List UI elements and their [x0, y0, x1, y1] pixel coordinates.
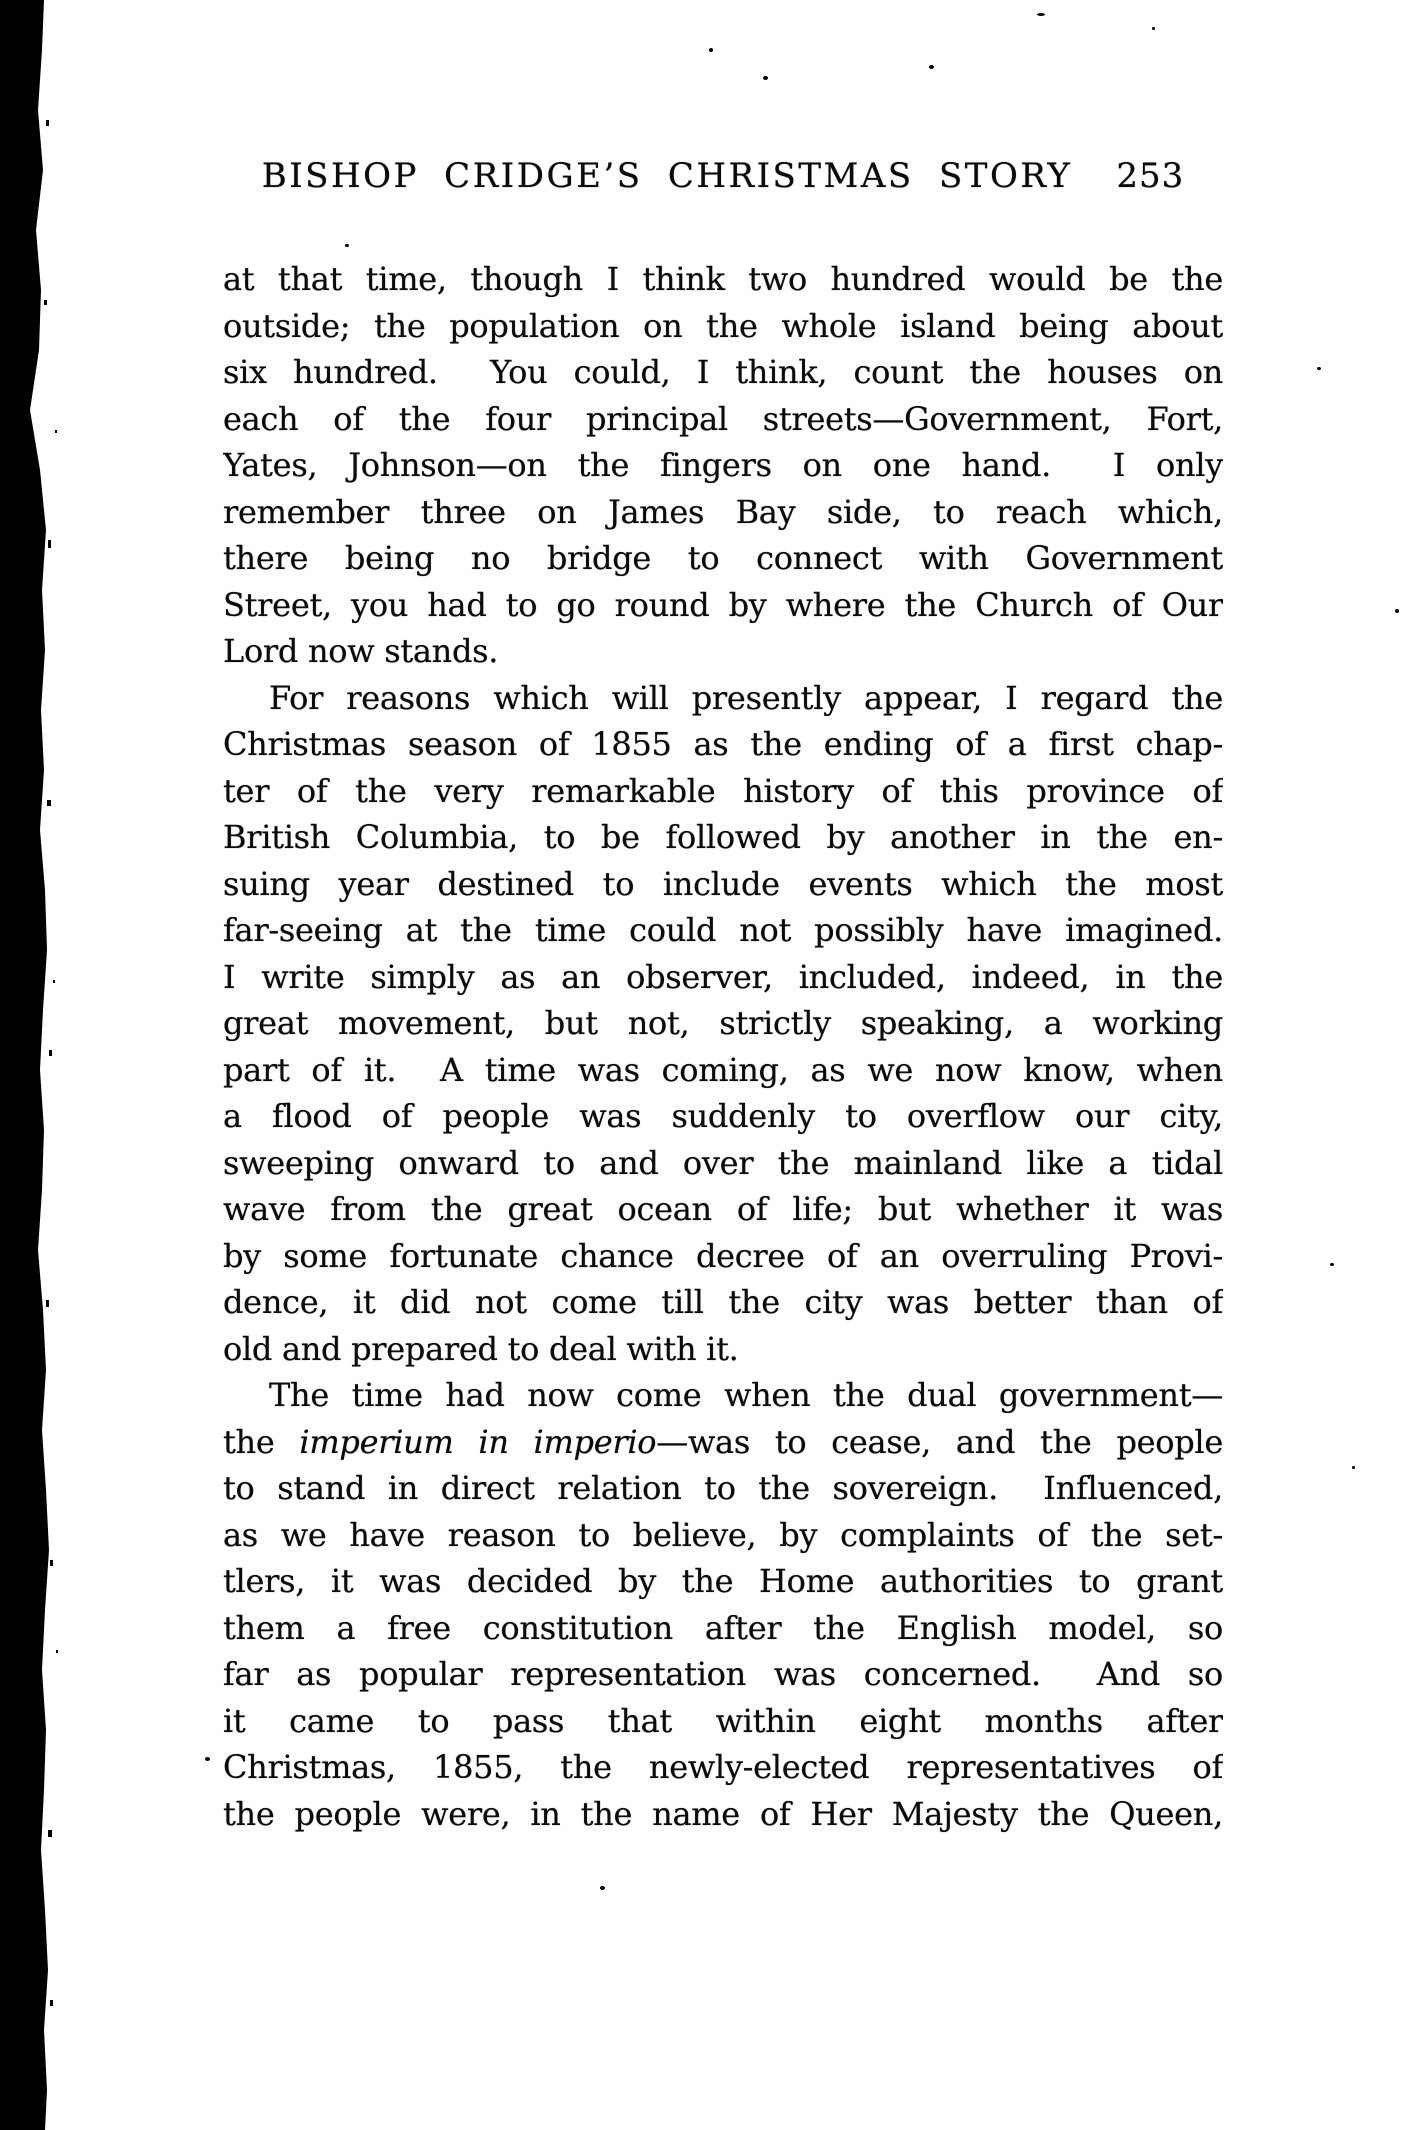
scan-speck [1317, 367, 1321, 370]
text-segment: Street, you had to go round by where the Church of Our [223, 585, 1223, 624]
text-segment: old and prepared to deal with it. [223, 1329, 739, 1368]
text-segment: —was to cease, and the people [656, 1422, 1223, 1461]
text-line [223, 1279, 1223, 1326]
text-line [223, 1140, 1223, 1187]
text-segment: at that time, though I think two hundred would be the [223, 260, 1223, 298]
text-line [223, 1093, 1223, 1140]
scan-speck [1395, 609, 1399, 613]
text-line [223, 861, 1223, 908]
text-segment: Christmas, 1855, the newly-elected representatives of [223, 1748, 1223, 1786]
text-segment: remember three on James Bay side, to reach which, [223, 492, 1223, 531]
text-line [223, 1605, 1223, 1652]
text-line [223, 628, 1223, 675]
text-line [223, 1186, 1223, 1233]
text-segment: British Columbia, to be followed by another in the en- [223, 818, 1223, 856]
text-line [223, 814, 1223, 861]
text-line [223, 1791, 1223, 1838]
text-line [223, 1000, 1223, 1047]
running-header [223, 156, 1223, 196]
page-number: 253 [1116, 156, 1185, 196]
text-segment: wave from the great ocean of life; but whether it was [223, 1190, 1223, 1228]
text-line [223, 1651, 1223, 1698]
text-segment: The time had now come when the dual government— [269, 1376, 1223, 1414]
page-body [223, 256, 1223, 1837]
text-segment: each of the four principal streets—Government, Fort, [223, 399, 1223, 438]
scan-speck [205, 1757, 210, 1761]
text-segment: suing year destined to include events which the most [223, 864, 1223, 903]
text-line [223, 535, 1223, 582]
text-segment: dence, it did not come till the city was better than of [223, 1283, 1223, 1321]
text-line [223, 1465, 1223, 1512]
text-segment: as we have reason to believe, by complaints of the set- [223, 1515, 1223, 1554]
text-segment: the people were, in the name of Her Majesty the Queen, [223, 1794, 1223, 1833]
text-segment: far as popular representation was concerned. And so [223, 1655, 1223, 1693]
text-segment: Lord now stands. [223, 632, 499, 670]
scan-speck [600, 1886, 605, 1890]
text-line [223, 1744, 1223, 1791]
text-segment: them a free constitution after the English model, so [223, 1608, 1223, 1647]
text-line [223, 396, 1223, 443]
text-line [223, 442, 1223, 489]
text-segment: Christmas season of 1855 as the ending of a first chap- [223, 725, 1223, 763]
text-segment: For reasons which will presently appear, I regard the [269, 678, 1223, 717]
text-line [223, 582, 1223, 629]
text-line [223, 489, 1223, 536]
text-line [223, 1326, 1223, 1373]
text-line [223, 256, 1223, 303]
text-segment: sweeping onward to and over the mainland like a tidal [223, 1143, 1223, 1182]
text-line [223, 349, 1223, 396]
text-line [223, 954, 1223, 1001]
text-segment: there being no bridge to connect with Government [223, 539, 1223, 577]
text-segment: six hundred. You could, I think, count the houses on [223, 353, 1223, 391]
text-line [223, 721, 1223, 768]
text-segment: a flood of people was suddenly to overflow our city, [223, 1097, 1223, 1135]
text-line [223, 675, 1223, 722]
text-segment: the [223, 1422, 300, 1461]
text-segment: to stand in direct relation to the sovereign. Influenced, [223, 1469, 1223, 1507]
text-line [223, 1698, 1223, 1745]
scan-speck [1330, 1263, 1334, 1266]
text-line [223, 768, 1223, 815]
text-line [223, 1558, 1223, 1605]
text-segment: outside; the population on the whole island being about [223, 306, 1223, 345]
binding-shadow [0, 0, 70, 2130]
text-column [223, 0, 1223, 1837]
text-segment: it came to pass that within eight months after [223, 1701, 1223, 1740]
text-segment: far-seeing at the time could not possibly have imagined. [223, 911, 1223, 949]
text-line [223, 1419, 1223, 1466]
scan-speck [1352, 1466, 1355, 1469]
text-segment: by some fortunate chance decree of an overruling Provi- [223, 1236, 1223, 1275]
text-line [223, 1512, 1223, 1559]
text-line [223, 1372, 1223, 1419]
text-line [223, 1047, 1223, 1094]
page-title: BISHOP CRIDGE’S CHRISTMAS STORY [261, 156, 1073, 196]
text-segment: ter of the very remarkable history of this province of [223, 771, 1223, 810]
text-segment: I write simply as an observer, included, indeed, in the [223, 957, 1223, 996]
text-segment: Yates, Johnson—on the fingers on one hand. I only [223, 446, 1223, 484]
text-segment: part of it. A time was coming, as we now know, when [223, 1050, 1223, 1089]
text-segment: tlers, it was decided by the Home authorities to grant [223, 1562, 1223, 1600]
text-line [223, 303, 1223, 350]
text-line [223, 1233, 1223, 1280]
text-segment: great movement, but not, strictly speaking, a working [223, 1004, 1223, 1042]
text-line [223, 907, 1223, 954]
italic-phrase: imperium in imperio [299, 1422, 657, 1461]
